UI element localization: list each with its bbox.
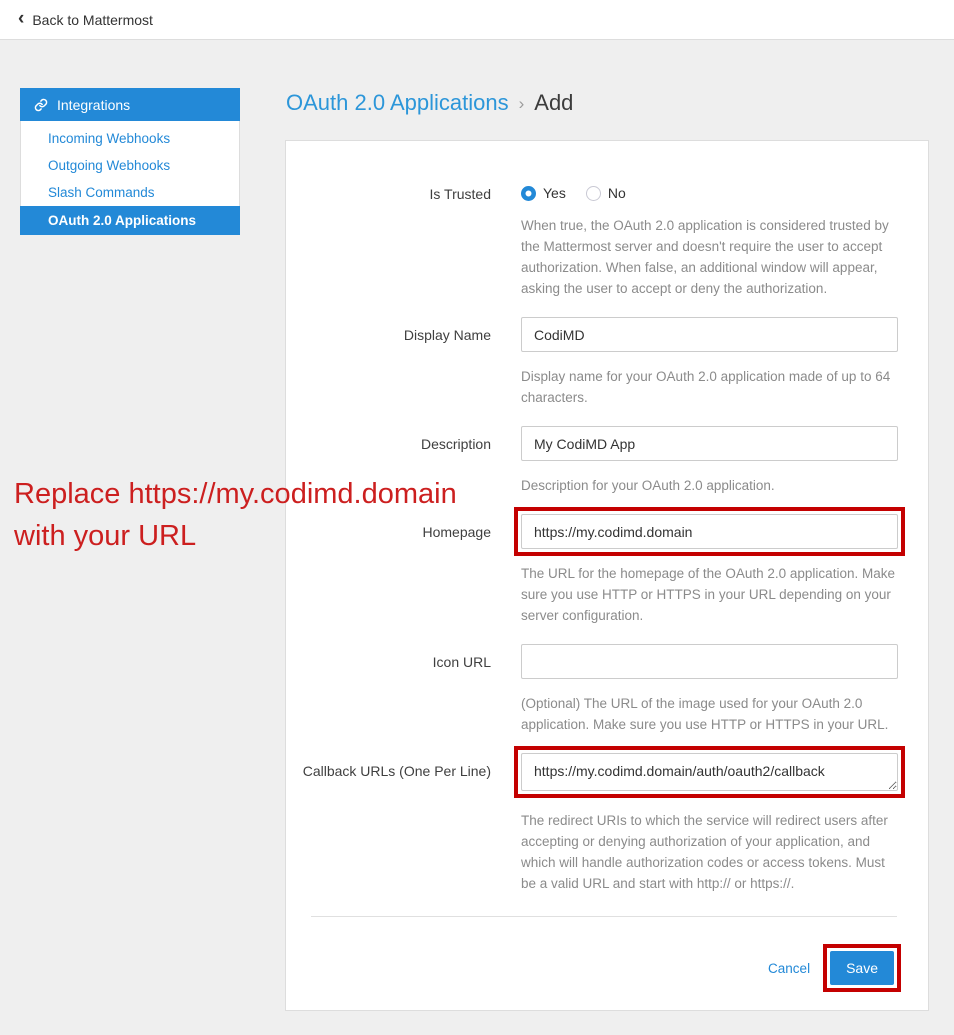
breadcrumb-current-add: Add [534,90,574,115]
sidebar-item-incoming-webhooks[interactable]: Incoming Webhooks [48,131,171,146]
form-row-is-trusted [286,184,928,299]
form-row-callback-urls [286,753,928,894]
form-row-homepage [286,514,928,626]
save-highlight-box [823,944,901,992]
back-link-label: Back to Mattermost [32,11,153,28]
display-name-label: Display Name [403,327,491,343]
back-to-mattermost-link[interactable] [18,7,153,29]
is-trusted-help: When true, the OAuth 2.0 application is considered trusted by the Mattermost server and doesn't require the user to accept authorization. When false, an additional window will appear, asking the user to accept or deny the authorization. [521,218,889,296]
homepage-label: Homepage [422,524,491,540]
description-help: Description for your OAuth 2.0 application. [521,478,775,493]
callback-urls-help: The redirect URIs to which the service will redirect users after accepting or denying authorization of your application, and which will handle authorization codes or access tokens. Must be a valid URL and start with http:// or https://. [521,813,888,891]
sidebar-item-oauth-applications[interactable]: OAuth 2.0 Applications [20,206,240,235]
cancel-button[interactable]: Cancel [768,960,811,976]
sidebar-header-integrations[interactable] [20,88,240,121]
is-trusted-yes-label: Yes [543,185,566,201]
top-bar [0,0,954,40]
is-trusted-no-label: No [607,185,626,201]
display-name-help: Display name for your OAuth 2.0 application made of up to 64 characters. [521,369,891,405]
is-trusted-no-radio[interactable] [586,185,626,201]
save-button[interactable]: Save [830,951,894,985]
annotation-line-2: with your URL [14,520,197,552]
icon-url-input[interactable] [521,644,898,679]
icon-url-help: (Optional) The URL of the image used for your OAuth 2.0 application. Make sure you use HTTP or HTTPS in your URL. [521,696,889,732]
breadcrumb-separator: › [518,94,525,113]
radio-unselected-icon [586,186,601,201]
sidebar-header-label: Integrations [57,96,131,113]
is-trusted-yes-radio[interactable] [521,185,566,201]
callback-urls-textarea[interactable] [521,753,898,791]
homepage-highlight-box [514,507,905,556]
form-footer-divider [311,916,897,917]
integrations-sidebar [20,88,240,235]
breadcrumb [286,90,573,116]
callback-urls-highlight-box [514,746,905,798]
form-row-display-name [286,317,928,408]
homepage-input[interactable] [521,514,898,549]
link-icon [34,98,48,112]
annotation-line-1: Replace https://my.codimd.domain [14,478,457,510]
is-trusted-radio-group [521,184,898,201]
form-row-description [286,426,928,496]
form-row-icon-url [286,644,928,735]
icon-url-label: Icon URL [432,654,491,670]
sidebar-items [21,120,239,235]
chevron-left-icon: ‹ [18,7,25,29]
sidebar-item-outgoing-webhooks[interactable]: Outgoing Webhooks [48,158,171,173]
form-actions [286,944,928,992]
add-oauth-app-panel [285,140,929,1011]
is-trusted-label: Is Trusted [429,186,491,202]
homepage-help: The URL for the homepage of the OAuth 2.0 application. Make sure you use HTTP or HTTPS in your URL depending on your server configuration. [521,566,895,623]
description-label: Description [420,436,491,452]
sidebar-item-slash-commands[interactable]: Slash Commands [48,185,155,200]
callback-urls-label: Callback URLs (One Per Line) [302,763,491,779]
display-name-input[interactable] [521,317,898,352]
breadcrumb-oauth-applications-link[interactable]: OAuth 2.0 Applications [286,90,509,115]
description-input[interactable] [521,426,898,461]
radio-selected-icon [521,186,536,201]
